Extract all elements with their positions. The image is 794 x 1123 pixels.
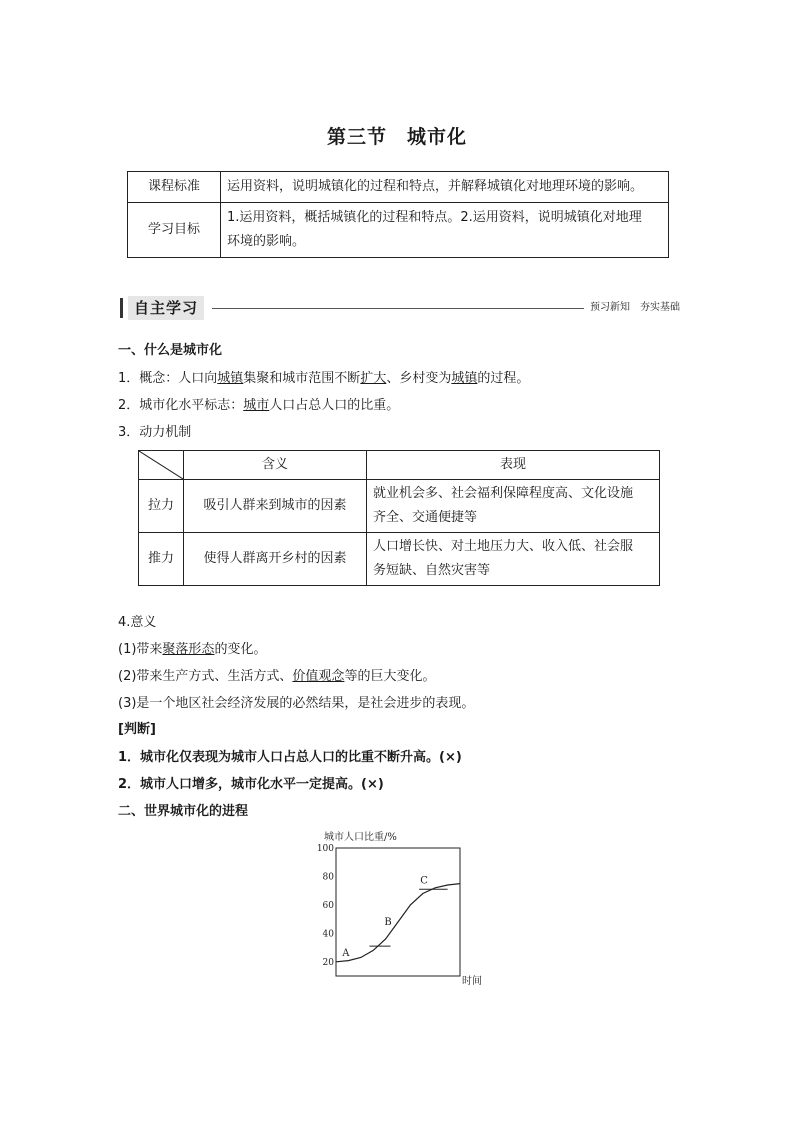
text-line: 齐全、交通便捷等 (373, 510, 478, 525)
table-row (139, 451, 660, 480)
row-name: 拉力 (139, 480, 184, 533)
row-expression (367, 480, 660, 533)
stage-label: C (420, 875, 428, 887)
text: 人口占总人口的比重。 (269, 398, 400, 413)
curriculum-standard-table (127, 171, 669, 258)
significance-line-2 (118, 667, 435, 687)
row-text-line: 环境的影响。 (227, 234, 306, 249)
part2-heading: 二、世界城市化的进程 (118, 804, 249, 819)
text-line: 人口增长快、对土地压力大、收入低、社会服 (373, 539, 634, 554)
table-row (139, 480, 660, 533)
text: (1)带来 (118, 642, 163, 657)
column-header: 表现 (367, 451, 660, 480)
section-bar (120, 298, 123, 318)
section-title: 自主学习 (128, 296, 204, 320)
text: (2)带来生产方式、生活方式、 (118, 669, 293, 684)
text-line: 务短缺、自然灾害等 (373, 563, 491, 578)
y-tick-label: 40 (322, 929, 334, 940)
row-meaning: 使得人群离开乡村的因素 (184, 533, 367, 586)
text-line: 就业机会多、社会福利保障程度高、文化设施 (373, 486, 634, 501)
text: 、乡村变为 (386, 371, 452, 386)
text: 等的巨大变化。 (344, 669, 436, 684)
y-tick-label: 80 (322, 872, 334, 883)
table-row (128, 203, 669, 258)
row-label: 学习目标 (128, 203, 221, 258)
diagonal-line (139, 451, 183, 479)
y-axis-label: 城市人口比重/% (324, 832, 397, 843)
row-meaning: 吸引人群来到城市的因素 (184, 480, 367, 533)
diagonal-header-cell (139, 451, 184, 480)
answer: 城镇 (217, 371, 244, 386)
text: 的变化。 (214, 642, 267, 657)
section-header (120, 296, 680, 320)
urbanization-level-line (118, 396, 399, 416)
plot-frame (336, 848, 460, 976)
answer: 城市 (243, 398, 270, 413)
table-row (128, 172, 669, 203)
significance-line-3: (3)是一个地区社会经济发展的必然结果，是社会进步的表现。 (118, 696, 475, 711)
mechanism-heading: 3．动力机制 (118, 425, 192, 440)
urbanization-curve (336, 884, 460, 962)
answer: 城镇 (451, 371, 478, 386)
row-text: 运用资料，说明城镇化的过程和特点，并解释城镇化对地理环境的影响。 (221, 172, 669, 203)
mechanism-table (138, 450, 660, 586)
text: 2．城市化水平标志： (118, 398, 244, 413)
stage-label: A (342, 948, 350, 960)
concept-line (118, 369, 529, 389)
stage-label: B (384, 916, 392, 928)
significance-heading: 4.意义 (118, 615, 157, 630)
judge-question-1: 1．城市化仅表现为城市人口占总人口的比重不断升高。(×) (118, 750, 462, 765)
urbanization-curve-chart (300, 828, 500, 988)
y-tick-label: 100 (316, 844, 334, 854)
text: 1．概念：人口向 (118, 371, 218, 386)
judge-question-2: 2．城市人口增多，城市化水平一定提高。(×) (118, 777, 384, 792)
row-label: 课程标准 (128, 172, 221, 203)
x-axis-label: 时间 (462, 976, 482, 987)
significance-line-1 (118, 640, 266, 660)
answer: 价值观念 (292, 669, 345, 684)
row-expression (367, 533, 660, 586)
table-row (139, 533, 660, 586)
part1-heading: 一、什么是城市化 (118, 343, 223, 358)
y-tick-label: 60 (322, 900, 334, 911)
answer: 聚落形态 (162, 642, 215, 657)
section-divider (212, 308, 584, 309)
judge-heading: [判断] (118, 722, 156, 737)
answer: 扩大 (360, 371, 387, 386)
row-text-line: 1.运用资料，概括城镇化的过程和特点。2.运用资料，说明城镇化对地理 (227, 210, 642, 225)
page-title: 第三节 城市化 (326, 126, 467, 148)
row-name: 推力 (139, 533, 184, 586)
text: 集聚和城市范围不断 (243, 371, 361, 386)
y-tick-label: 20 (322, 957, 334, 968)
text: 的过程。 (477, 371, 530, 386)
row-text (221, 203, 669, 258)
section-subtitle: 预习新知 夯实基础 (590, 302, 680, 313)
column-header: 含义 (184, 451, 367, 480)
